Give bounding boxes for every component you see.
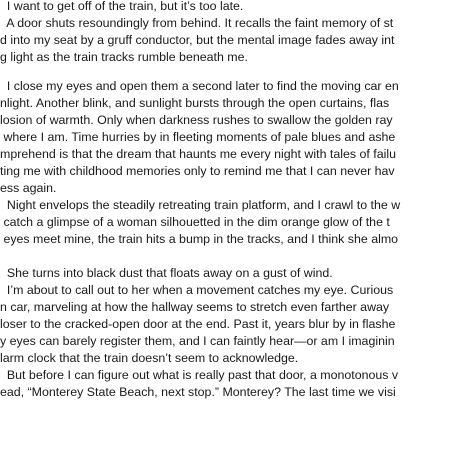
text-line: ting me with childhood memories only to remind me that I can never hav: [0, 164, 395, 178]
text-line: nlight. Another blink, and sunlight bursts through the open curtains, flas: [0, 96, 390, 110]
text-line: Night envelops the steadily retreating train platform, and I crawl to the w: [0, 198, 401, 212]
text-line: ead, “Monterey State Beach, next stop.” Monterey? The last time we visi: [0, 385, 396, 399]
text-line: where I am. Time hurries by in fleeting moments of pale blues and ashe: [0, 130, 396, 144]
text-line: larm clock that the train doesn’t seem to acknowledge.: [0, 351, 299, 365]
text-line: y eyes can barely register them, and I can faintly hear—or am I imaginin: [0, 334, 395, 348]
text-line: ess again.: [0, 181, 57, 195]
text-line: A door shuts resoundingly from behind. It recalls the faint memory of st: [0, 16, 394, 30]
text-line: mprehend is that the dream that haunts me every night with tales of failu: [0, 147, 397, 161]
text-line: catch a glimpse of a woman silhouetted in the dim orange glow of the t: [0, 215, 390, 229]
text-line: g light as the train tracks rumble beneath me.: [0, 50, 248, 64]
text-line: I’m about to call out to her when a movement catches my eye. Curious: [0, 283, 394, 297]
text-line: eyes meet mine, the train hits a bump in the tracks, and I think she almo: [0, 232, 399, 246]
text-line: loser to the cracked-open door at the end. Past it, years blur by in flashe: [0, 317, 396, 331]
text-line: I want to get off of the train, but it’s too late.: [0, 0, 244, 13]
text-line: d into my seat by a gruff conductor, but the mental image fades away int: [0, 33, 395, 47]
text-line: n car, marveling at how the hallway seems to stretch even farther away: [0, 300, 390, 314]
text-line: I close my eyes and open them a second later to find the moving car en: [0, 79, 399, 93]
text-line: losion of warmth. Only when darkness rushes to swallow the golden ray: [0, 113, 393, 127]
text-line: But before I can figure out what is really past that door, a monotonous v: [0, 368, 399, 382]
text-line: She turns into black dust that floats away on a gust of wind.: [0, 266, 333, 280]
